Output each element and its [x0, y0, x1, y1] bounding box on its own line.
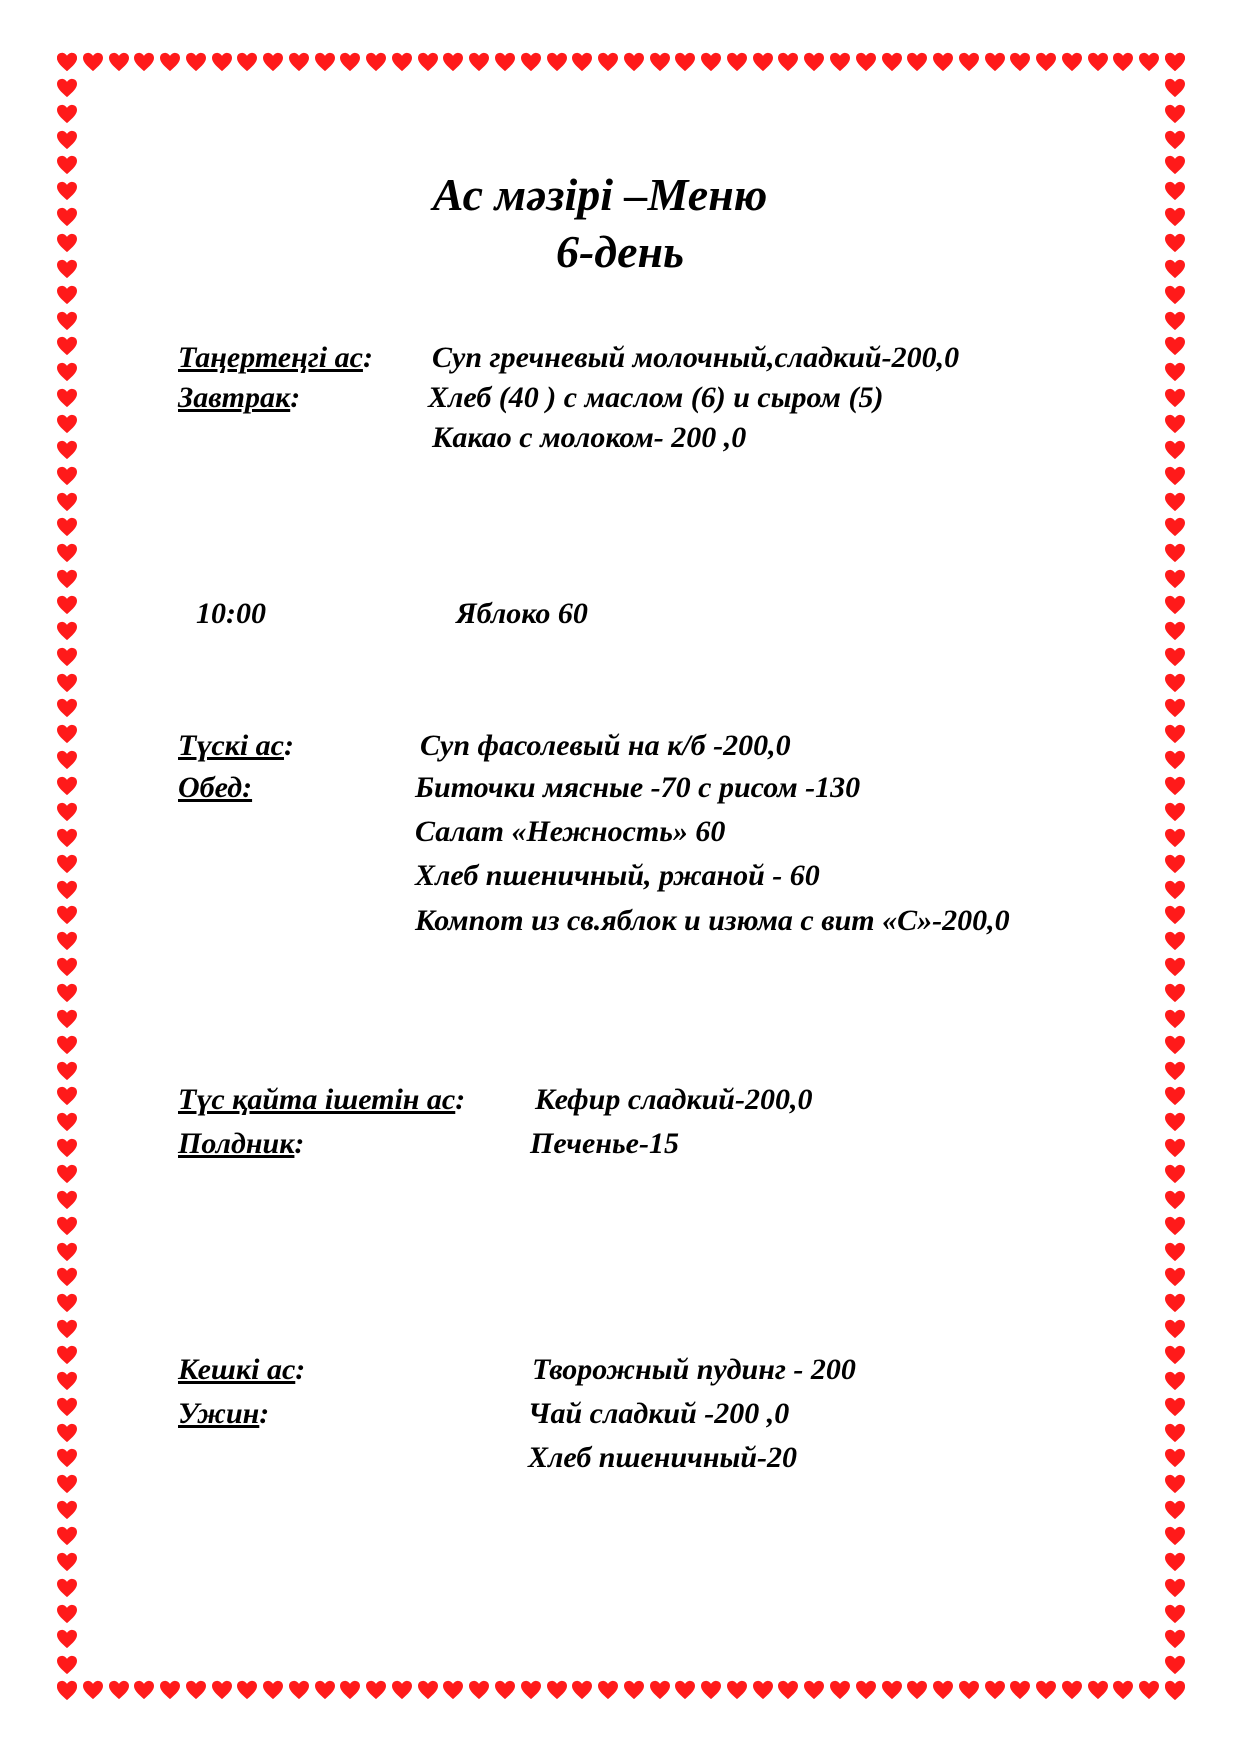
lunch-label-kz: Түскі ас:: [178, 729, 294, 762]
heart-icon: [1164, 1061, 1186, 1081]
heart-icon: [262, 52, 284, 72]
heart-icon: [1164, 414, 1186, 434]
heart-icon: [1035, 52, 1057, 72]
heart-icon: [56, 78, 78, 98]
heart-icon: [597, 1680, 619, 1700]
heart-icon: [674, 52, 696, 72]
heart-icon: [1164, 1009, 1186, 1029]
heart-icon: [56, 388, 78, 408]
heart-icon: [56, 828, 78, 848]
heart-icon: [571, 52, 593, 72]
dinner-item: Чай сладкий -200 ,0: [528, 1397, 790, 1430]
heart-border-bottom: [56, 1680, 1186, 1702]
heart-icon: [108, 1680, 130, 1700]
heart-icon: [1164, 104, 1186, 124]
heart-icon: [314, 52, 336, 72]
heart-icon: [984, 52, 1006, 72]
heart-icon: [56, 880, 78, 900]
heart-icon: [262, 1680, 284, 1700]
lunch-item: Биточки мясные -70 с рисом -130: [415, 771, 861, 804]
heart-icon: [56, 1629, 78, 1649]
heart-icon: [56, 1474, 78, 1494]
heart-icon: [1164, 724, 1186, 744]
heart-icon: [56, 983, 78, 1003]
dinner-label-ru: Ужин:: [178, 1397, 270, 1430]
heart-icon: [1164, 1474, 1186, 1494]
heart-icon: [56, 750, 78, 770]
heart-icon: [1164, 1371, 1186, 1391]
heart-icon: [1087, 1680, 1109, 1700]
heart-icon: [1164, 673, 1186, 693]
heart-icon: [1164, 1578, 1186, 1598]
heart-icon: [56, 130, 78, 150]
heart-icon: [56, 543, 78, 563]
heart-icon: [56, 1293, 78, 1313]
heart-icon: [56, 957, 78, 977]
heart-icon: [623, 1680, 645, 1700]
heart-icon: [1009, 1680, 1031, 1700]
heart-icon: [829, 52, 851, 72]
heart-icon: [1164, 1035, 1186, 1055]
heart-icon: [1164, 1190, 1186, 1210]
heart-icon: [1061, 1680, 1083, 1700]
heart-icon: [906, 52, 928, 72]
heart-icon: [1164, 130, 1186, 150]
heart-icon: [1164, 776, 1186, 796]
heart-icon: [1112, 52, 1134, 72]
afternoon-item: Печенье-15: [530, 1127, 679, 1160]
heart-icon: [56, 931, 78, 951]
heart-icon: [56, 1138, 78, 1158]
day-title: 6-день: [555, 226, 685, 277]
heart-icon: [520, 52, 542, 72]
heart-icon: [1164, 1138, 1186, 1158]
heart-icon: [649, 52, 671, 72]
heart-icon: [56, 1448, 78, 1468]
heart-icon: [56, 466, 78, 486]
heart-icon: [391, 52, 413, 72]
heart-icon: [1164, 1423, 1186, 1443]
heart-icon: [236, 1680, 258, 1700]
snack-item: Яблоко 60: [456, 597, 588, 630]
heart-icon: [211, 1680, 233, 1700]
heart-icon: [56, 802, 78, 822]
heart-icon: [56, 905, 78, 925]
lunch-item: Компот из св.яблок и изюма с вит «С»-200,0: [415, 904, 1010, 937]
heart-icon: [1164, 517, 1186, 537]
heart-icon: [1164, 1500, 1186, 1520]
heart-icon: [56, 724, 78, 744]
heart-icon: [1164, 1319, 1186, 1339]
heart-icon: [1164, 750, 1186, 770]
heart-icon: [1164, 311, 1186, 331]
heart-icon: [1164, 802, 1186, 822]
heart-icon: [56, 1604, 78, 1624]
heart-icon: [984, 1680, 1006, 1700]
heart-icon: [339, 1680, 361, 1700]
heart-icon: [391, 1680, 413, 1700]
heart-icon: [56, 1655, 78, 1675]
heart-icon: [56, 311, 78, 331]
heart-icon: [1164, 1629, 1186, 1649]
heart-icon: [417, 52, 439, 72]
breakfast-label-ru: Завтрак:: [178, 381, 301, 414]
heart-icon: [1138, 1680, 1160, 1700]
heart-icon: [56, 1423, 78, 1443]
heart-icon: [1164, 1164, 1186, 1184]
heart-icon: [1164, 336, 1186, 356]
heart-icon: [1164, 440, 1186, 460]
heart-icon: [958, 1680, 980, 1700]
heart-icon: [932, 52, 954, 72]
heart-icon: [56, 1009, 78, 1029]
heart-icon: [288, 52, 310, 72]
heart-icon: [649, 1680, 671, 1700]
heart-icon: [56, 1086, 78, 1106]
lunch-label-ru: Обед:: [178, 771, 253, 804]
heart-icon: [777, 52, 799, 72]
dinner-item: Хлеб пшеничный-20: [528, 1441, 798, 1474]
heart-icon: [1164, 1112, 1186, 1132]
heart-icon: [56, 698, 78, 718]
heart-icon: [56, 517, 78, 537]
heart-icon: [56, 1267, 78, 1287]
heart-icon: [56, 414, 78, 434]
heart-icon: [56, 1397, 78, 1417]
heart-icon: [56, 1552, 78, 1572]
dinner-item: Творожный пудинг - 200: [532, 1353, 856, 1386]
heart-icon: [1164, 957, 1186, 977]
heart-icon: [56, 1681, 78, 1701]
heart-icon: [1164, 1345, 1186, 1365]
lunch-item: Суп фасолевый на к/б -200,0: [420, 729, 791, 762]
heart-icon: [674, 1680, 696, 1700]
heart-icon: [1087, 52, 1109, 72]
heart-icon: [442, 1680, 464, 1700]
heart-icon: [932, 1680, 954, 1700]
heart-border-right: [1164, 52, 1186, 1702]
heart-icon: [855, 52, 877, 72]
heart-icon: [1164, 52, 1186, 72]
heart-icon: [56, 336, 78, 356]
heart-icon: [417, 1680, 439, 1700]
heart-icon: [906, 1680, 928, 1700]
heart-icon: [56, 1319, 78, 1339]
heart-icon: [56, 854, 78, 874]
heart-icon: [1164, 78, 1186, 98]
heart-icon: [56, 1345, 78, 1365]
heart-icon: [56, 595, 78, 615]
heart-icon: [803, 52, 825, 72]
heart-icon: [958, 52, 980, 72]
heart-icon: [56, 647, 78, 667]
heart-icon: [700, 1680, 722, 1700]
heart-icon: [314, 1680, 336, 1700]
heart-icon: [82, 1680, 104, 1700]
heart-border-left: [56, 52, 78, 1702]
heart-icon: [829, 1680, 851, 1700]
heart-icon: [56, 104, 78, 124]
afternoon-item: Кефир сладкий-200,0: [535, 1083, 813, 1116]
heart-icon: [56, 776, 78, 796]
heart-icon: [571, 1680, 593, 1700]
heart-icon: [1164, 1448, 1186, 1468]
heart-icon: [365, 52, 387, 72]
breakfast-label-kz: Таңертеңгі ас:: [178, 341, 373, 374]
heart-icon: [597, 52, 619, 72]
heart-icon: [211, 52, 233, 72]
heart-icon: [1164, 1086, 1186, 1106]
heart-icon: [1164, 931, 1186, 951]
heart-icon: [159, 52, 181, 72]
heart-icon: [1164, 1242, 1186, 1262]
heart-icon: [1164, 492, 1186, 512]
heart-icon: [56, 1578, 78, 1598]
heart-icon: [546, 1680, 568, 1700]
heart-icon: [1164, 1655, 1186, 1675]
breakfast-item: Какао с молоком- 200 ,0: [432, 421, 747, 454]
heart-icon: [1164, 1552, 1186, 1572]
heart-icon: [236, 52, 258, 72]
heart-icon: [520, 1680, 542, 1700]
snack-time: 10:00: [196, 597, 266, 630]
heart-icon: [1164, 362, 1186, 382]
heart-icon: [1164, 1267, 1186, 1287]
heart-icon: [1112, 1680, 1134, 1700]
page-title: Ас мәзірі –Меню: [432, 169, 768, 220]
heart-icon: [1164, 905, 1186, 925]
heart-icon: [56, 440, 78, 460]
heart-icon: [56, 1061, 78, 1081]
heart-icon: [1164, 466, 1186, 486]
heart-icon: [1164, 1293, 1186, 1313]
heart-icon: [82, 52, 104, 72]
heart-icon: [752, 1680, 774, 1700]
heart-icon: [56, 1526, 78, 1546]
heart-icon: [881, 52, 903, 72]
heart-icon: [752, 52, 774, 72]
heart-icon: [365, 1680, 387, 1700]
heart-icon: [468, 52, 490, 72]
heart-icon: [1138, 52, 1160, 72]
heart-icon: [494, 1680, 516, 1700]
heart-icon: [1164, 1604, 1186, 1624]
lunch-item: Хлеб пшеничный, ржаной - 60: [415, 859, 820, 892]
heart-icon: [700, 52, 722, 72]
heart-icon: [546, 52, 568, 72]
breakfast-item: Хлеб (40 ) с маслом (6) и сыром (5): [428, 381, 884, 414]
breakfast-item: Суп гречневый молочный,сладкий-200,0: [432, 341, 960, 374]
heart-icon: [56, 1371, 78, 1391]
heart-icon: [1164, 983, 1186, 1003]
heart-icon: [623, 52, 645, 72]
heart-icon: [133, 1680, 155, 1700]
heart-icon: [159, 1680, 181, 1700]
heart-icon: [56, 285, 78, 305]
heart-icon: [339, 52, 361, 72]
heart-icon: [1164, 595, 1186, 615]
heart-icon: [185, 52, 207, 72]
heart-icon: [56, 492, 78, 512]
heart-icon: [1164, 854, 1186, 874]
heart-icon: [56, 362, 78, 382]
heart-icon: [881, 1680, 903, 1700]
heart-icon: [56, 673, 78, 693]
heart-icon: [855, 1680, 877, 1700]
heart-icon: [1164, 647, 1186, 667]
heart-icon: [1035, 1680, 1057, 1700]
heart-icon: [1164, 1216, 1186, 1236]
heart-icon: [56, 569, 78, 589]
heart-icon: [1164, 698, 1186, 718]
heart-icon: [1164, 621, 1186, 641]
heart-icon: [56, 1035, 78, 1055]
heart-icon: [1009, 52, 1031, 72]
heart-icon: [56, 52, 78, 72]
heart-icon: [442, 52, 464, 72]
heart-icon: [1164, 388, 1186, 408]
heart-icon: [1164, 1397, 1186, 1417]
lunch-item: Салат «Нежность» 60: [415, 815, 726, 848]
heart-icon: [1164, 880, 1186, 900]
dinner-label-kz: Кешкі ас:: [178, 1353, 306, 1386]
heart-icon: [803, 1680, 825, 1700]
heart-icon: [108, 52, 130, 72]
heart-icon: [56, 1190, 78, 1210]
heart-icon: [56, 1500, 78, 1520]
heart-icon: [1164, 1526, 1186, 1546]
heart-icon: [726, 52, 748, 72]
heart-icon: [1164, 285, 1186, 305]
heart-icon: [1164, 1681, 1186, 1701]
heart-icon: [1061, 52, 1083, 72]
heart-icon: [56, 1242, 78, 1262]
heart-icon: [56, 1112, 78, 1132]
heart-icon: [56, 1164, 78, 1184]
heart-icon: [777, 1680, 799, 1700]
afternoon-label-ru: Полдник:: [178, 1127, 305, 1160]
heart-icon: [1164, 828, 1186, 848]
heart-icon: [56, 621, 78, 641]
heart-icon: [726, 1680, 748, 1700]
heart-icon: [56, 1216, 78, 1236]
heart-icon: [1164, 569, 1186, 589]
afternoon-label-kz: Түс қайта ішетін ас:: [178, 1083, 466, 1116]
heart-icon: [494, 52, 516, 72]
heart-icon: [468, 1680, 490, 1700]
heart-icon: [288, 1680, 310, 1700]
heart-border-top: [56, 52, 1186, 74]
heart-icon: [133, 52, 155, 72]
heart-icon: [1164, 543, 1186, 563]
heart-icon: [185, 1680, 207, 1700]
